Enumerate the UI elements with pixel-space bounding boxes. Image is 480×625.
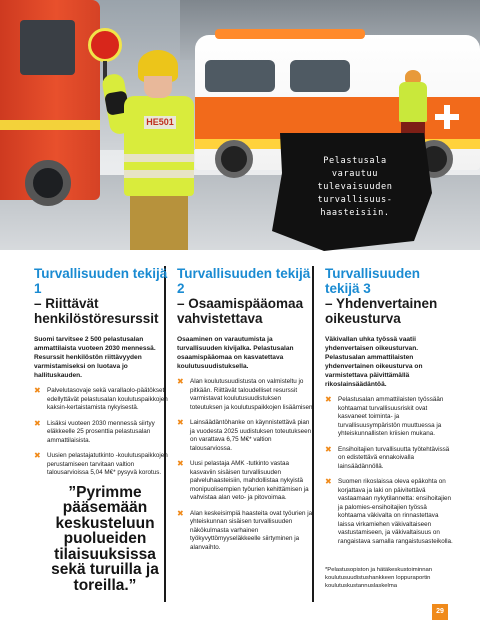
x-bullet-icon: ✖: [177, 459, 184, 468]
bullet-item: ✖ Ensihoitajien turvallisuutta työtehtävissä on edistettävä ennakoivalla lainsäädännöllä.: [325, 444, 450, 470]
column-heading-blue: Turvallisuuden tekijä 1: [34, 266, 168, 296]
bullet-item: ✖ Suomen rikoslaissa oleva epäkohta on korjattava ja laki on päivitettävä vastaamaan nykytilannetta: ensihoitajien ja palomies-ensihoitajien työssä kohtaama väkivalta on rinnastettava laissa virkamiehen väkivaltaiseen vastustamiseen, ja väkivaltaisuus on rangaistava samalla rangaistusasteikolla.: [325, 477, 453, 545]
bullet-item: ✖ Uusien pelastajatutkinto -koulutuspaikkojen perustamiseen tarvitaan valtion talousarvioissa 5,04 M€* pysyvä korotus.: [34, 451, 168, 476]
bullet-item: ✖ Lainsäädäntöhanke on käynnistettävä pian ja vuodesta 2025 uudistuksen toteutukseen on varattava 6,75 M€* valtion talousarviossa.: [177, 418, 312, 452]
badge-quote-text: Pelastusala varautuu tulevaisuuden turvallisuus- haasteisiin.: [317, 156, 393, 218]
fire-truck: [0, 0, 100, 200]
vest-tag: HE501: [144, 116, 176, 129]
bullet-list: [325, 396, 455, 546]
x-bullet-icon: ✖: [325, 444, 332, 454]
quote-badge: [272, 133, 432, 251]
page-number: 29: [432, 604, 448, 620]
column-heading-blue: Turvallisuuden tekijä 3: [325, 266, 421, 296]
column-heading: – Riittävät henkilöstöresurssit: [34, 296, 159, 326]
pull-quote: ”Pyrimme pääsemään keskusteluun puolueiden tilaisuuksissa sekä turuilla ja toreilla.”: [51, 483, 159, 594]
column-2: [177, 266, 315, 559]
x-bullet-icon: ✖: [34, 386, 41, 395]
footnote: *Pelastusopiston ja hätäkeskustoiminnan koulutusuudistushankkeen loppuraportin koulutuskustannuslaskelma: [325, 567, 433, 589]
x-bullet-icon: ✖: [177, 418, 184, 427]
column-lead: Osaaminen on varautumista ja turvallisuuden kivijalka. Pelastusalan osaamispääomaa on kasvatettava koulutusuudistuksella.: [177, 336, 294, 370]
x-bullet-icon: ✖: [34, 418, 41, 428]
bullet-item: ✖ Palvelutasovaje sekä varallaolo-päätökset edellyttävät pelastusalan koulutuspaikkojen kaksin-kertaistamista nykyisestä.: [34, 386, 168, 411]
bullet-item: ✖ Alan koulutusuudistusta on valmisteltu jo pitkään. Riittävät taloudelliset resurssit varmistavat koulutusuudistuksen toteutuksen ja koulutuspaikkojen lisäämisen.: [177, 377, 315, 411]
bullet-item: ✖ Pelastusalan ammattilaisten työssään kohtaamat turvallisuusriskit ovat kasvaneet toiminta- ja turvallisuusympäristön muuttuessa ja yhteiskunnallisten kriisien mukana.: [325, 395, 444, 437]
bullet-list: [177, 378, 315, 552]
bullet-item: ✖ Uusi pelastaja AMK -tutkinto vastaa kasvaviin sisäisen turvallisuuden palveluhaasteisiin, mahdollistaa nykyistä monipuolisempien työurien kehittämisen ja vahvistaa alan veto- ja pitovoimaa.: [177, 459, 309, 501]
x-bullet-icon: ✖: [325, 395, 332, 404]
x-bullet-icon: ✖: [325, 477, 332, 486]
column-heading: – Osaamispääomaa vahvistettava: [177, 296, 304, 326]
column-1: [34, 266, 172, 593]
column-3: [325, 266, 455, 553]
x-bullet-icon: ✖: [34, 451, 41, 460]
firefighter: [100, 50, 210, 250]
x-bullet-icon: ✖: [177, 377, 184, 386]
bullet-item: ✖ Lisäksi vuoteen 2030 mennessä siirtyy eläkkeelle 25 prosenttia pelastusalan ammattilaisista.: [34, 418, 155, 444]
bullet-list: [34, 387, 172, 478]
column-lead: Väkivallan uhka työssä vaatii yhdenvertaisen oikeusturvan. Pelastusalan ammattilaisten yhdenvertainen oikeusturva on varmistettava päivittämällä rikoslainsäädäntöä.: [325, 336, 423, 388]
column-heading-blue: Turvallisuuden tekijä 2: [177, 266, 311, 296]
column-lead: Suomi tarvitsee 2 500 pelastusalan ammattilaista vuoteen 2030 mennessä. Resurssit henkilöstön riittävyyden varmistamiseksi on luotava jo hallituskauden.: [34, 336, 156, 379]
bullet-item: ✖ Alan keskeisimpiä haasteita ovat työurien ja yhteiskunnan sisäisen turvallisuuden näkökulmasta varhainen työkyvyttömyyseläkkeelle siirtyminen ja alanvaihto.: [177, 508, 313, 551]
x-bullet-icon: ✖: [177, 508, 184, 518]
column-heading: – Yhdenvertainen oikeusturva: [325, 296, 438, 326]
